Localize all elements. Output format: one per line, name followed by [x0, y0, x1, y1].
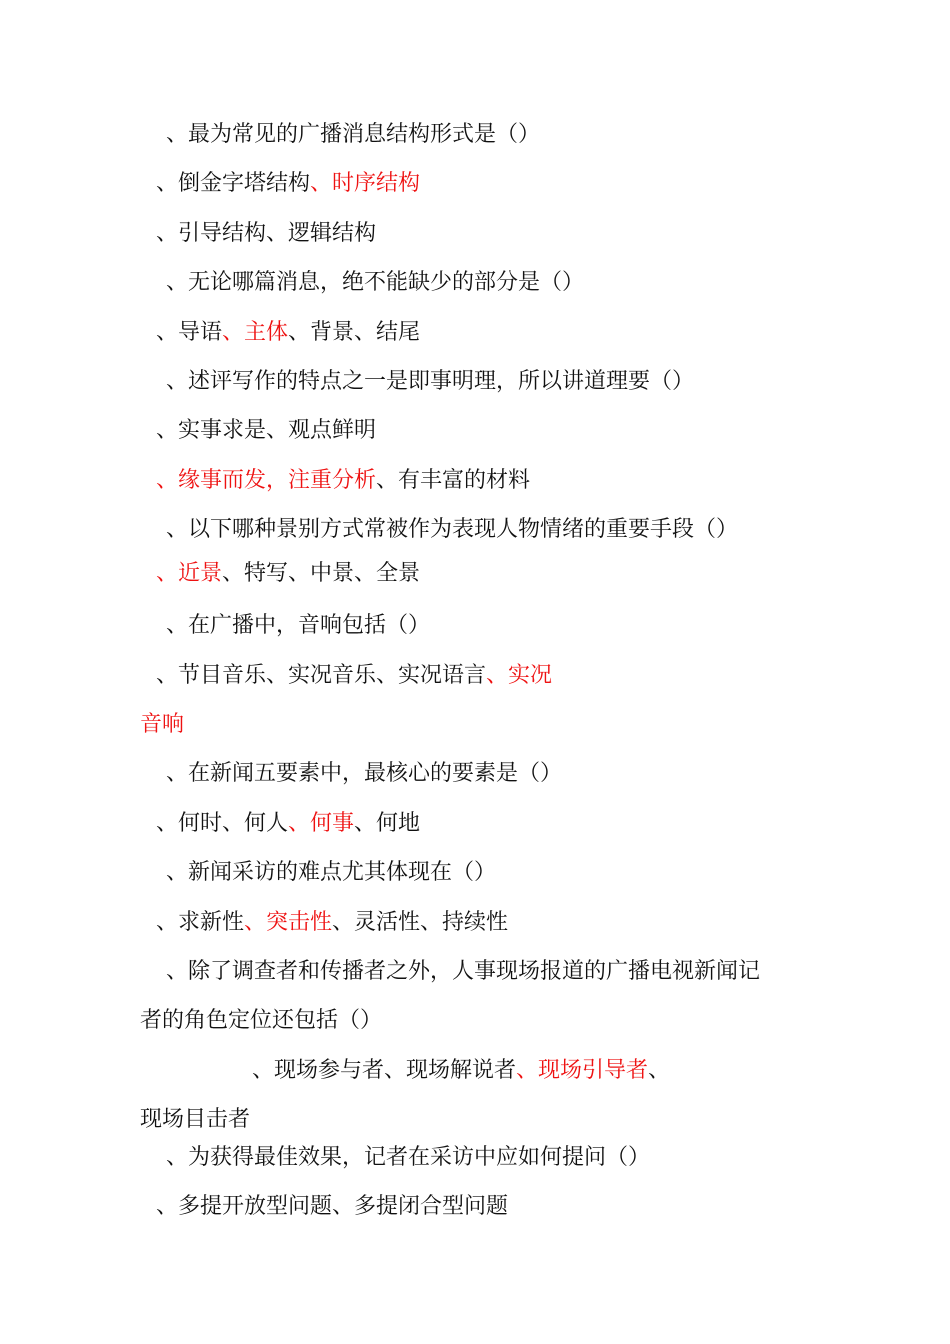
- answer-8-options: 、现场参与者、现场解说者、现场引导者、: [252, 1058, 671, 1083]
- question-8-cont: 者的角色定位还包括（）: [140, 1008, 383, 1033]
- correct-answer: 、主体: [222, 320, 289, 345]
- correct-answer: 、时序结构: [310, 171, 421, 196]
- question-6: 、在新闻五要素中，最核心的要素是（）: [166, 761, 563, 786]
- question-1: 、最为常见的广播消息结构形式是（）: [166, 122, 541, 147]
- answer-6-options: 、何时、何人、何事、何地: [156, 811, 421, 836]
- answer-1-options-cont: 、引导结构、逻辑结构: [156, 221, 377, 246]
- correct-answer: 、现场引导者: [516, 1058, 649, 1083]
- answer-4-options: 、近景、特写、中景、全景: [156, 561, 421, 586]
- answer-3-options-cont: 、缘事而发，注重分析、有丰富的材料: [156, 468, 531, 493]
- question-8: 、除了调查者和传播者之外，人事现场报道的广播电视新闻记: [166, 959, 761, 984]
- correct-answer: 、近景: [156, 561, 223, 586]
- question-2: 、无论哪篇消息，绝不能缺少的部分是（）: [166, 270, 585, 295]
- answer-5-options-cont: [140, 710, 184, 740]
- question-9: 、为获得最佳效果，记者在采访中应如何提问（）: [166, 1145, 651, 1170]
- answer-2-options: 、导语、主体、背景、结尾: [156, 320, 421, 345]
- correct-answer: 音响: [140, 712, 185, 737]
- question-5: 、在广播中，音响包括（）: [166, 613, 431, 638]
- answer-8-options-cont: 现场目击者: [140, 1107, 251, 1132]
- correct-answer: 、实况: [486, 663, 553, 688]
- answer-3-options: 、实事求是、观点鲜明: [156, 418, 377, 443]
- answer-5-options: 、节目音乐、实况音乐、实况语言、实况: [156, 663, 553, 688]
- question-4: 、以下哪种景别方式常被作为表现人物情绪的重要手段（）: [166, 517, 739, 542]
- question-3: 、述评写作的特点之一是即事明理，所以讲道理要（）: [166, 369, 695, 394]
- answer-1-options: 、倒金字塔结构、时序结构: [156, 171, 421, 196]
- correct-answer: 、何事: [288, 811, 355, 836]
- question-7: 、新闻采访的难点尤其体现在（）: [166, 860, 497, 885]
- correct-answer: 、突击性: [244, 910, 333, 935]
- correct-answer: 、缘事而发，注重分析: [156, 468, 377, 493]
- answer-9-options: 、多提开放型问题、多提闭合型问题: [156, 1194, 509, 1219]
- answer-7-options: 、求新性、突击性、灵活性、持续性: [156, 910, 509, 935]
